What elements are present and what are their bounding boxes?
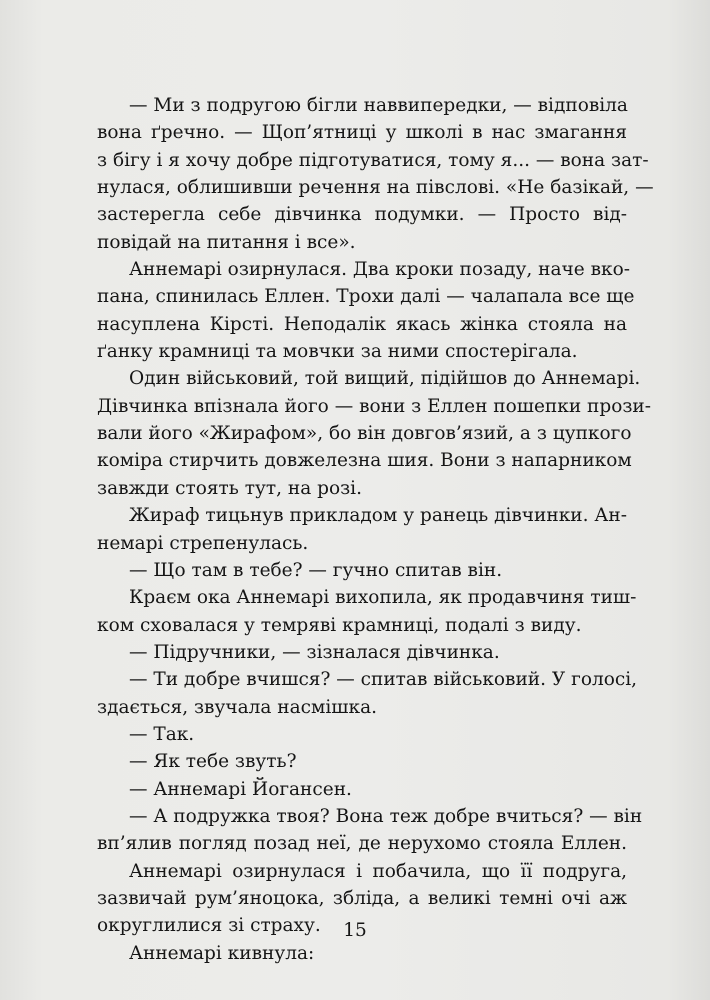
text-line: — Так. [129,723,195,745]
text-line: — Як тебе звуть? [129,751,297,773]
page-number: 15 [343,920,367,941]
text-line: Аннемарі озирнулася і побачила, що її подруга, [129,860,627,882]
text-line: вп’ялив погляд позад неї, де нерухомо стояла Еллен. [97,833,627,855]
text-line: ком сховалася у темряві крамниці, подалі з виду. [97,614,582,636]
text-line: Один військовий, той вищий, підійшов до Аннемарі. [129,368,641,390]
text-line: — Ми з подругою бігли наввипередки, — відповіла [129,95,628,116]
text-line: — Підручники, — зізналася дівчинка. [129,641,500,663]
text-line: Аннемарі озирнулася. Два кроки позаду, наче вко- [129,259,630,281]
text-line: здається, звучала насмішка. [97,696,377,718]
text-line: завжди стоять тут, на розі. [97,477,362,499]
text-line: — Ти добре вчишся? — спитав військовий. У голосі, [129,669,638,691]
text-line: з бігу і я хочу добре підготуватися, тому я... — вона зат- [97,149,649,171]
text-line: немарі стрепенулась. [97,532,309,554]
text-line: Аннемарі кивнула: [129,942,315,964]
text-line: — Аннемарі Йогансен. [129,778,352,800]
text-line: округлилися зі страху. [97,915,321,937]
text-line: застерегла себе дівчинка подумки. — Просто від- [97,204,627,226]
text-line: Краєм ока Аннемарі вихопила, як продавчиня тиш- [129,587,637,609]
text-line: — А подружка твоя? Вона теж добре вчиться? — він [129,805,643,827]
text-line: повідай на питання і все». [97,231,356,253]
text-line: коміра стирчить довжелезна шия. Вони з напарником [97,450,632,472]
text-line: вали його «Жирафом», бо він довгов’язий, а з цупкого [97,423,632,445]
text-line: нулася, облишивши речення на півслові. «Не базікай, — [97,177,654,199]
text-line: Дівчинка впізнала його — вони з Еллен пошепки прози- [97,395,652,417]
text-line: вона ґречно. — Щоп’ятниці у школі в нас змагання [97,122,627,144]
body-text [97,92,654,967]
text-line: ґанку крамниці та мовчки за ними спостерігала. [97,341,578,363]
text-line: зазвичай рум’яноцока, збліда, а великі темні очі аж [97,887,627,909]
text-line: — Що там в тебе? — гучно спитав він. [129,559,503,581]
text-line: Жираф тицьнув прикладом у ранець дівчинки. Ан- [129,505,627,527]
text-line: насуплена Кірсті. Неподалік якась жінка стояла на [97,313,627,335]
text-line: пана, спинилась Еллен. Трохи далі — чалапала все ще [97,286,635,308]
